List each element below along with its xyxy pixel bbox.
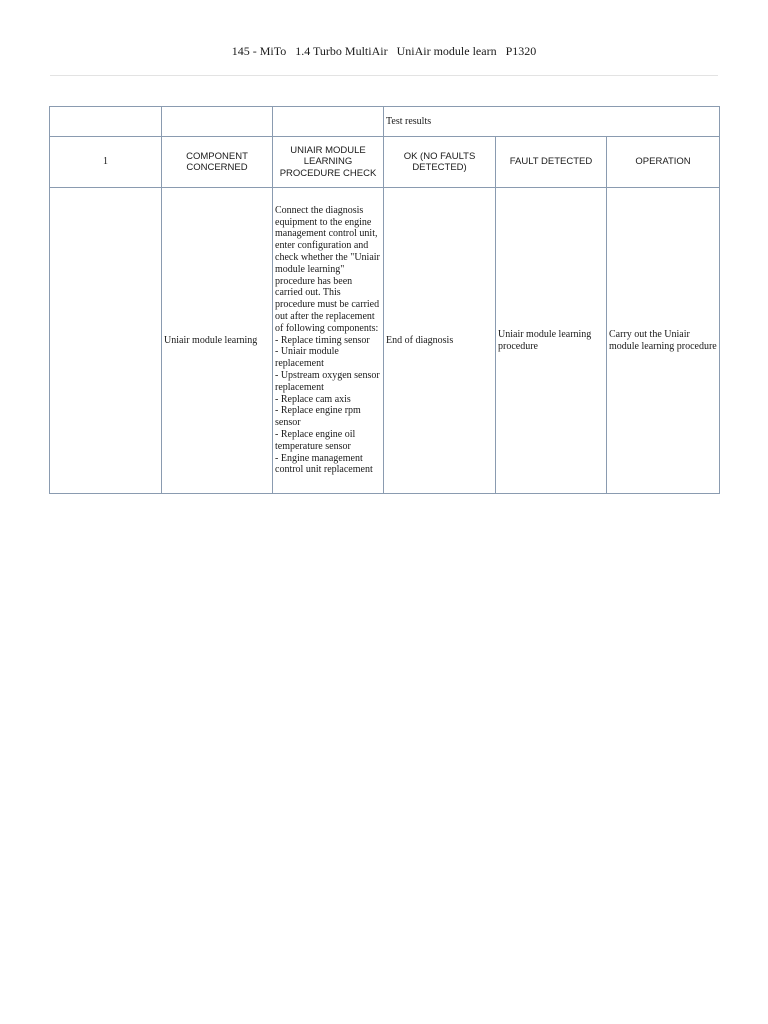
table-cell-empty xyxy=(50,107,162,137)
cell-check: Connect the diagnosis equipment to the engine management control unit, enter configuration and check whether the "Uniair module learning" procedure has been carried out. This procedure must be carried out after the replacement of following components: - Replace timing sensor - Uniair module replacement - Upstream oxygen sensor replacement - Replace cam axis - Replace engine rpm sensor - Replace engine oil temperature sensor - Engine management control unit replacement xyxy=(273,188,384,494)
column-header-component: COMPONENT CONCERNED xyxy=(162,137,273,188)
cell-ok: End of diagnosis xyxy=(384,188,496,494)
header-divider xyxy=(50,75,718,76)
table-row xyxy=(50,188,720,494)
cell-step xyxy=(50,188,162,494)
column-header-check: UNIAIR MODULE LEARNING PROCEDURE CHECK xyxy=(273,137,384,188)
column-header-step: 1 xyxy=(50,137,162,188)
diagnosis-table xyxy=(49,106,720,494)
column-header-fault: FAULT DETECTED xyxy=(496,137,607,188)
cell-operation: Carry out the Uniair module learning procedure xyxy=(607,188,720,494)
table-cell-empty xyxy=(273,107,384,137)
page-header-title: 145 - MiTo 1.4 Turbo MultiAir UniAir module learn P1320 xyxy=(231,44,537,58)
test-results-label: Test results xyxy=(384,107,720,137)
cell-component: Uniair module learning xyxy=(162,188,273,494)
table-row-test-results xyxy=(50,107,720,137)
column-header-operation: OPERATION xyxy=(607,137,720,188)
column-header-ok: OK (NO FAULTS DETECTED) xyxy=(384,137,496,188)
cell-fault: Uniair module learning procedure xyxy=(496,188,607,494)
table-cell-empty xyxy=(162,107,273,137)
table-header-row xyxy=(50,137,720,188)
